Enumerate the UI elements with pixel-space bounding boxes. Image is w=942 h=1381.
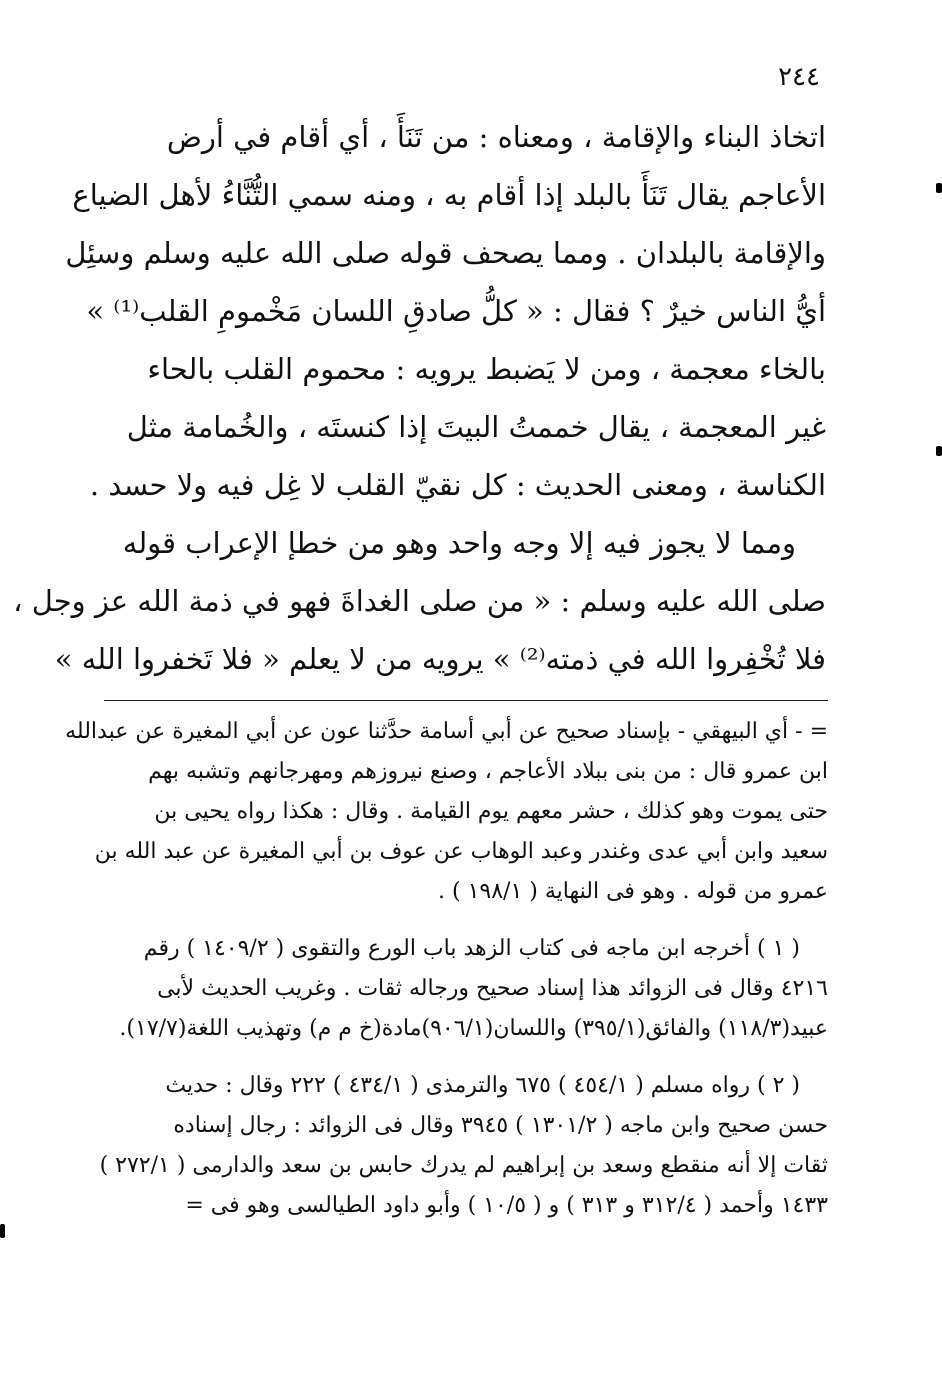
footnote-continuation-line: عمرو من قوله . وهو فى النهاية ( ١٩٨/١ ) . [438, 879, 828, 904]
footnote-2-line: ١٤٣٣ وأحمد ( ٣١٢/٤ و ٣١٣ ) و ( ١٠/٥ ) وأبو داود الطيالسى وهو فى = [185, 1193, 828, 1218]
footnote-separator [104, 700, 828, 701]
main-text-line: فلا تُخْفِروا الله في ذمته⁽²⁾ » يرويه من لا يعلم « فلا تَخفروا الله » [54, 642, 826, 676]
main-text [13, 108, 826, 688]
footnote-1-line: ( ١ ) أخرجه ابن ماجه فى كتاب الزهد باب الورع والتقوى ( ١٤٠٩/٢ ) رقم [143, 936, 800, 961]
footnote-1-line: ٤٢١٦ وقال فى الزوائد هذا إسناد صحيح ورجاله ثقات . وغريب الحديث لأبى [157, 976, 828, 1001]
footnote-2-line: ( ٢ ) رواه مسلم ( ٤٥٤/١ ) ٦٧٥ والترمذى ( ٤٣٤/١ ) ٢٢٢ وقال : حديث [165, 1073, 800, 1098]
main-text-line: الكناسة ، ومعنى الحديث : كل نقيّ القلب لا غِل فيه ولا حسد . [89, 468, 826, 502]
footnote-gap [104, 912, 828, 929]
main-text-line: الأعاجم يقال تَنَأَ بالبلد إذا أقام به ، ومنه سمي التُّنَّاءُ لأهل الضياع [72, 178, 826, 212]
scan-margin-mark [936, 446, 942, 456]
scan-margin-mark [0, 1224, 5, 1238]
footnote-gap [104, 1049, 828, 1066]
footnote-continuation-line: = - أي البيهقي - بإسناد صحيح عن أبي أسامة حدَّثنا عون عن أبي المغيرة عن عبدالله [65, 719, 828, 744]
main-text-line: صلى الله عليه وسلم : « من صلى الغداةَ فهو في ذمة الله عز وجل ، [13, 584, 826, 618]
main-text-line: أيُّ الناس خيرٌ ؟ فقال : « كلُّ صادقِ اللسان مَخْمومِ القلب⁽¹⁾ » [86, 294, 826, 328]
footnote-2-line: حسن صحيح وابن ماجه ( ١٣٠١/٢ ) ٣٩٤٥ وقال فى الزوائد : رجال إسناده [173, 1113, 828, 1138]
scan-margin-mark [936, 183, 942, 193]
main-text-line: غير المعجمة ، يقال خممتُ البيتَ إذا كنستَه ، والخُمامة مثل [126, 410, 826, 444]
footnote-2-line: ثقات إلا أنه منقطع وسعد بن إبراهيم لم يدرك حابس بن سعد والدارمى ( ٢٧٢/١ ) [99, 1153, 828, 1178]
main-text-line: والإقامة بالبلدان . ومما يصحف قوله صلى الله عليه وسلم وسئِل [65, 236, 826, 270]
main-text-line: بالخاء معجمة ، ومن لا يَضبط يرويه : محموم القلب بالحاء [147, 352, 826, 386]
footnote-1-line: عبيد(١١٨/٣) والفائق(٣٩٥/١) واللسان(٩٠٦/١)مادة(خ م م) وتهذيب اللغة(١٧/٧). [119, 1016, 828, 1041]
footnote-continuation-line: ابن عمرو قال : من بنى ببلاد الأعاجم ، وصنع نيروزهم ومهرجانهم وتشبه بهم [148, 759, 828, 784]
main-text-line: اتخاذ البناء والإقامة ، ومعناه : من تَنَأَ ، أي أقام في أرض [166, 120, 826, 154]
footnote-continuation-line: سعيد وابن أبي عدى وغندر وعبد الوهاب عن عوف بن أبي المغيرة عن عبد الله بن [94, 839, 828, 864]
footnote-continuation-line: حتى يموت وهو كذلك ، حشر معهم يوم القيامة . وقال : هكذا رواه يحيى بن [154, 799, 828, 824]
footnotes [65, 712, 828, 1226]
page-number: ٢٤٤ [778, 62, 820, 92]
main-text-line: ومما لا يجوز فيه إلا وجه واحد وهو من خطإ الإعراب قوله [122, 526, 796, 560]
